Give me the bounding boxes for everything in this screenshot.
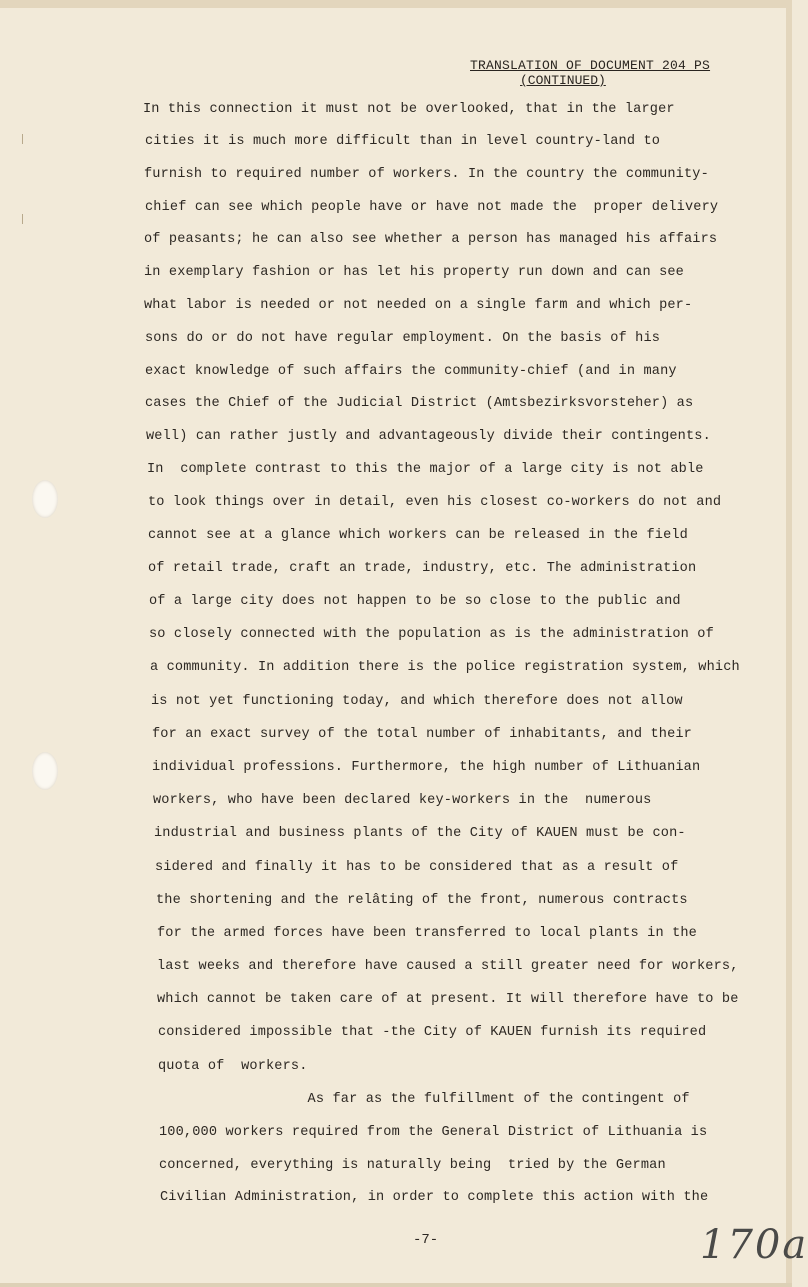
text-line: cities it is much more difficult than in level country-land to xyxy=(145,134,661,149)
page-number: -7- xyxy=(413,1232,439,1248)
header-subtitle: (CONTINUED) xyxy=(520,73,606,88)
text-line: which cannot be taken care of at present. It will therefore have to be xyxy=(157,992,739,1007)
margin-mark xyxy=(22,214,23,224)
handwritten-folio-number: 170a xyxy=(700,1222,808,1268)
text-line: sons do or do not have regular employment. On the basis of his xyxy=(145,331,661,346)
text-line: cases the Chief of the Judicial District (Amtsbezirksvorsteher) as xyxy=(145,396,694,411)
text-line: Civilian Administration, in order to complete this action with the xyxy=(160,1190,709,1205)
text-line: individual professions. Furthermore, the high number of Lithuanian xyxy=(152,760,701,775)
header-title: TRANSLATION OF DOCUMENT 204 PS xyxy=(470,58,711,73)
text-line: exact knowledge of such affairs the community-chief (and in many xyxy=(145,364,677,379)
punch-hole xyxy=(32,752,58,790)
text-line: well) can rather justly and advantageously divide their contingents. xyxy=(146,429,711,444)
margin-mark xyxy=(22,134,23,144)
page-right-edge xyxy=(786,0,792,1287)
text-line: chief can see which people have or have not made the proper delivery xyxy=(145,200,719,215)
text-line: of retail trade, craft an trade, industry, etc. The administration xyxy=(148,561,697,576)
text-line: of a large city does not happen to be so close to the public and xyxy=(149,594,681,609)
text-line: concerned, everything is naturally being tried by the German xyxy=(159,1158,666,1173)
text-line: what labor is needed or not needed on a single farm and which per- xyxy=(144,298,693,313)
text-line: In complete contrast to this the major of a large city is not able xyxy=(147,462,704,477)
text-line: furnish to required number of workers. In the country the community- xyxy=(144,167,709,182)
text-line: for the armed forces have been transferred to local plants in the xyxy=(157,926,697,941)
text-line: considered impossible that -the City of KAUEN furnish its required xyxy=(158,1025,707,1040)
text-line: industrial and business plants of the City of KAUEN must be con- xyxy=(154,826,686,841)
text-line: cannot see at a glance which workers can be released in the field xyxy=(148,528,688,543)
page-bottom-edge xyxy=(0,1283,792,1287)
punch-hole xyxy=(32,480,58,518)
text-line: sidered and finally it has to be considered that as a result of xyxy=(155,860,679,875)
text-line: is not yet functioning today, and which therefore does not allow xyxy=(151,694,683,709)
text-line: a community. In addition there is the police registration system, which xyxy=(150,660,740,675)
text-line: In this connection it must not be overlooked, that in the larger xyxy=(143,102,675,117)
text-line: last weeks and therefore have caused a still greater need for workers, xyxy=(157,959,739,974)
text-line: As far as the fulfillment of the contingent of xyxy=(158,1092,690,1107)
text-line: of peasants; he can also see whether a person has managed his affairs xyxy=(144,232,718,247)
text-line: workers, who have been declared key-workers in the numerous xyxy=(153,793,652,808)
text-line: the shortening and the relâting of the front, numerous contracts xyxy=(156,893,688,908)
page-top-edge xyxy=(0,0,792,8)
text-line: 100,000 workers required from the General District of Lithuania is xyxy=(159,1125,708,1140)
text-line: in exemplary fashion or has let his property run down and can see xyxy=(144,265,684,280)
text-line: quota of workers. xyxy=(158,1059,308,1074)
text-line: for an exact survey of the total number of inhabitants, and their xyxy=(152,727,692,742)
text-line: to look things over in detail, even his closest co-workers do not and xyxy=(148,495,722,510)
document-header xyxy=(470,58,740,88)
text-line: so closely connected with the population as is the administration of xyxy=(149,627,714,642)
